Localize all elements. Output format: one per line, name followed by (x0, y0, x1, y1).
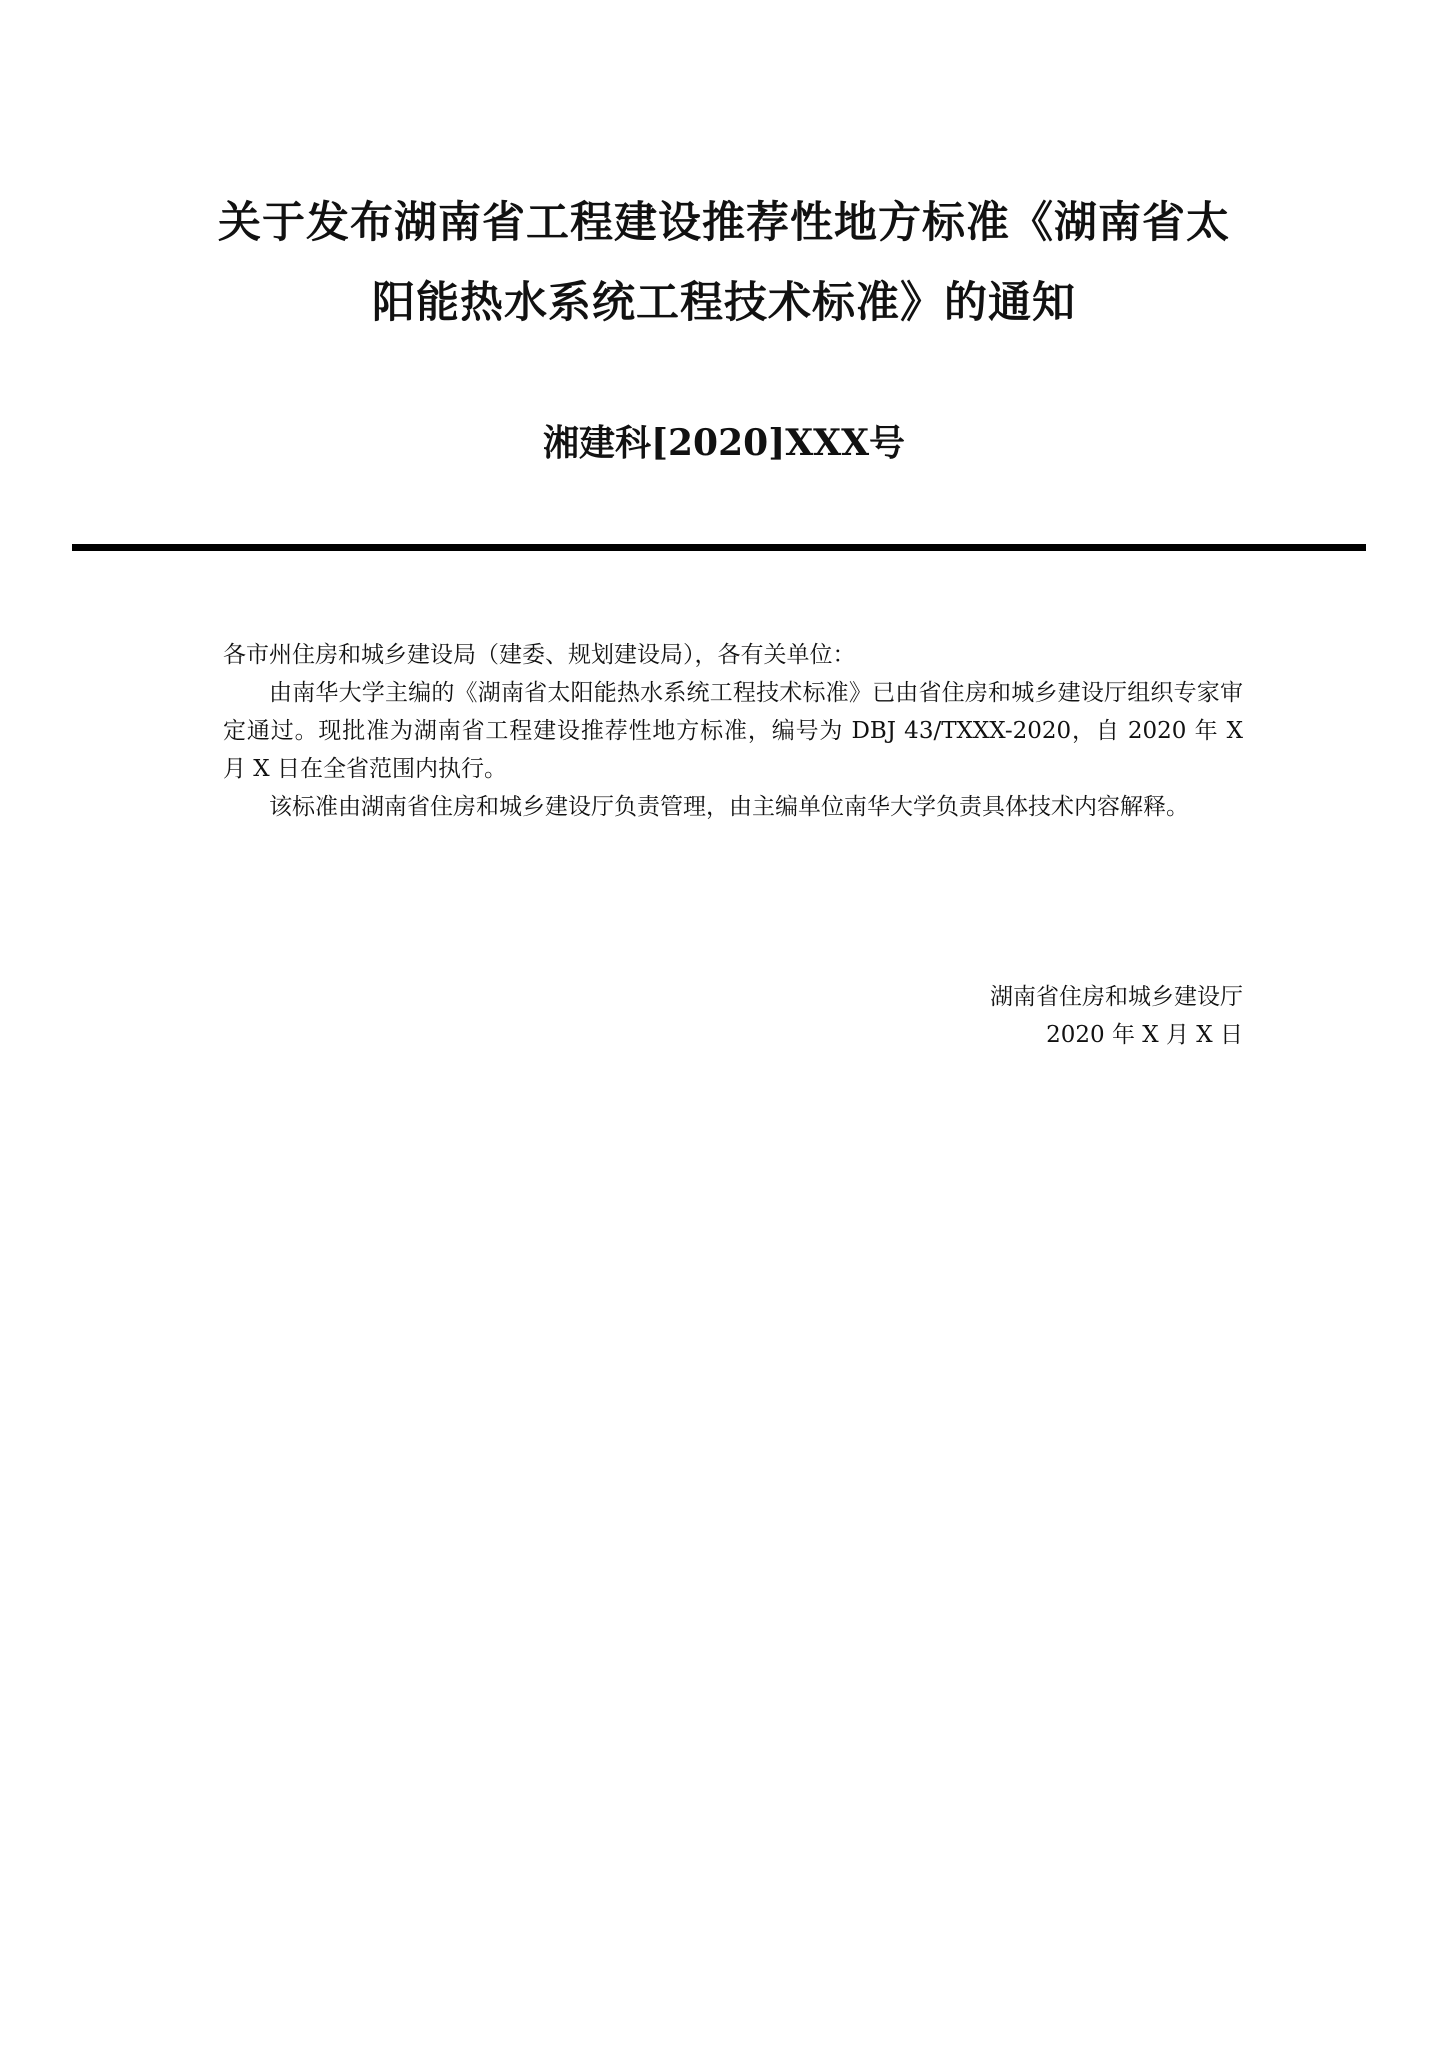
document-number: 湘建科[2020]XXX号 (542, 422, 906, 464)
salutation: 各市州住房和城乡建设局（建委、规划建设局），各有关单位： (223, 642, 856, 668)
notice-body (223, 636, 1243, 826)
issue-date: 2020 年 X 月 X 日 (1046, 1022, 1243, 1048)
notice-title-line-2: 阳能热水系统工程技术标准》的通知 (372, 278, 1076, 328)
body-paragraph-1: 由南华大学主编的《湖南省太阳能热水系统工程技术标准》已由省住房和城乡建设厅组织专家审定通过。现批准为湖南省工程建设推荐性地方标准，编号为 DBJ 43/TXXX-2020，自 2020 年 X 月 X 日在全省范围内执行。 (223, 680, 1243, 782)
issuing-authority: 湖南省住房和城乡建设厅 (990, 984, 1243, 1010)
notice-title (205, 183, 1243, 343)
signature-block (990, 978, 1243, 1054)
body-paragraph-2: 该标准由湖南省住房和城乡建设厅负责管理，由主编单位南华大学负责具体技术内容解释。 (269, 794, 1189, 820)
notice-title-line-1: 关于发布湖南省工程建设推荐性地方标准《湖南省太 (218, 198, 1230, 248)
header-divider (72, 544, 1366, 551)
